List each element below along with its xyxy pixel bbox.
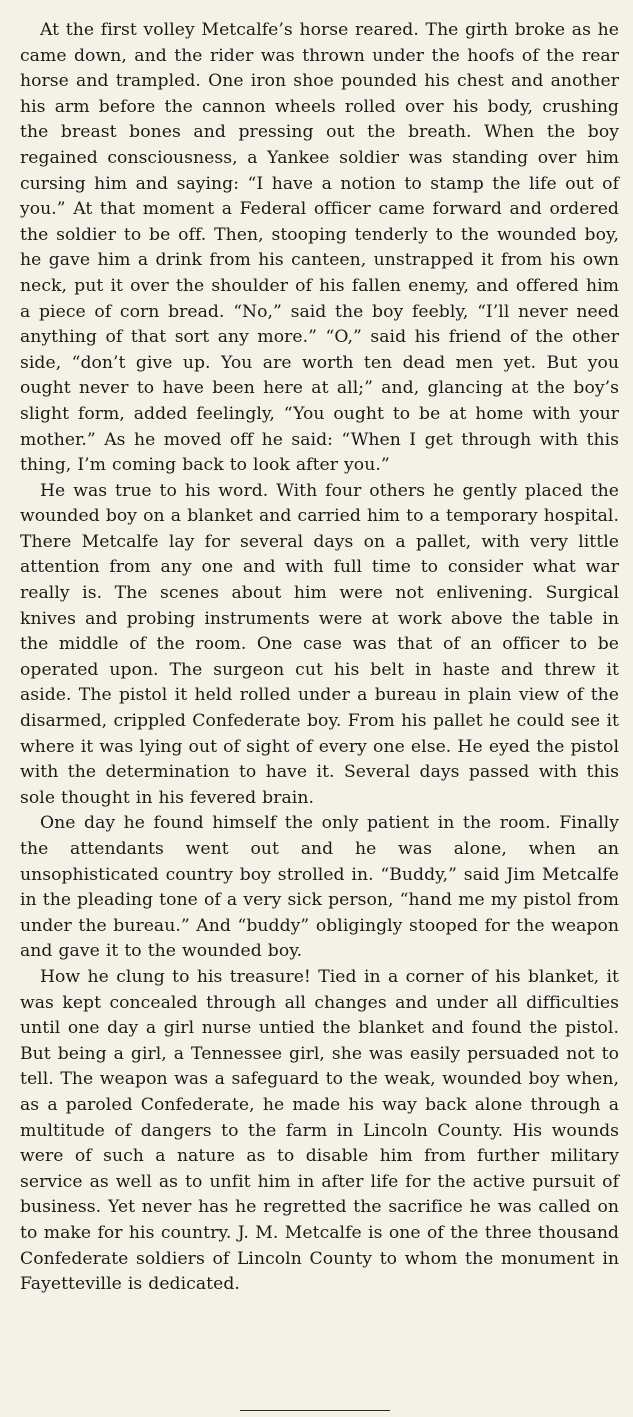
paragraph-2: He was true to his word. With four others he gently placed the wounded boy on a blanket and carried him to a temporary hospital. There Metcalfe lay for several days on a pallet, with very little attention from any one and with full time to consider what war really is. The scenes about him were not enlivening. Surgical knives and probing instruments were at work above the table in the middle of the room. One case was that of an officer to be operated upon. The surgeon cut his belt in haste and threw it aside. The pistol it held rolled under a bureau in plain view of the disarmed, crippled Confederate boy. From his pallet he could see it where it was lying out of sight of every one else. He eyed the pistol with the determination to have it. Several days passed with this sole thought in his fevered brain.: [20, 480, 619, 808]
paragraph-3: One day he found himself the only patient in the room. Finally the attendants went out and he was alone, when an unsophisticated country boy strolled in. “Buddy,” said Jim Metcalfe in the pleading tone of a very sick person, “hand me my pistol from under the bureau.” And “buddy” obligingly stooped for the weapon and gave it to the wounded boy.: [20, 813, 619, 962]
article-body: [20, 18, 619, 1298]
paragraph-4: How he clung to his treasure! Tied in a corner of his blanket, it was kept concealed through all changes and under all difficulties until one day a girl nurse untied the blanket and found the pistol. But being a girl, a Tennessee girl, she was easily persuaded not to tell. The weapon was a safeguard to the weak, wounded boy when, as a paroled Confederate, he made his way back alone through a multitude of dangers to the farm in Lincoln County. His wounds were of such a nature as to disable him from further military service as well as to unfit him in after life for the active pursuit of business. Yet never has he regretted the sacrifice he was called on to make for his country. J. M. Metcalfe is one of the three thousand Confederate soldiers of Lincoln County to whom the monument in Fayetteville is dedicated.: [20, 966, 619, 1295]
paragraph-1: At the first volley Metcalfe’s horse reared. The girth broke as he came down, and the rider was thrown under the hoofs of the rear horse and trampled. One iron shoe pounded his chest and another his arm before the cannon wheels rolled over his body, crushing the breast bones and pressing out the breath. When the boy regained consciousness, a Yankee soldier was standing over him cursing him and saying: “I have a notion to stamp the life out of you.” At that moment a Federal officer came forward and ordered the soldier to be off. Then, stooping tenderly to the wounded boy, he gave him a drink from his canteen, unstrapped it from his own neck, put it over the shoulder of his fallen enemy, and offered him a piece of corn bread. “No,” said the boy feebly, “I’ll never need anything of that sort any more.” “O,” said his friend of the other side, “don’t give up. You are worth ten dead men yet. But you ought never to have been here at all;” and, glancing at the boy’s slight form, added feelingly, “You ought to be at home with your mother.” As he moved off he said: “When I get through with this thing, I’m coming back to look after you.”: [20, 20, 619, 476]
end-rule-divider: [240, 1410, 390, 1411]
